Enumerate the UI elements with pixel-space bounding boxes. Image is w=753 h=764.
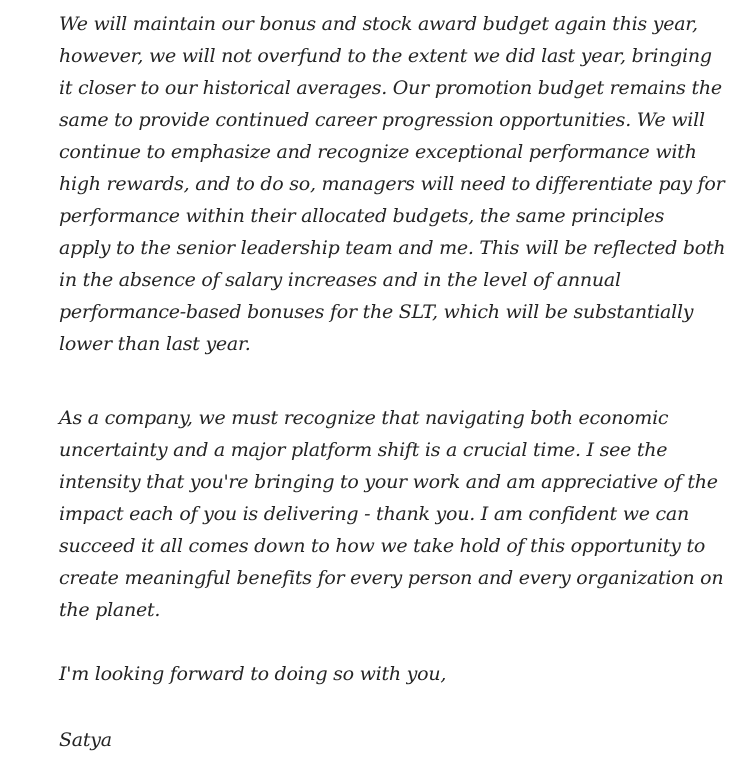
paragraph-company xyxy=(59,402,723,626)
text-line: impact each of you is delivering - thank you. I am confident we can xyxy=(59,503,689,525)
text-line: it closer to our historical averages. Our promotion budget remains the xyxy=(59,77,722,99)
text-line: succeed it all comes down to how we take hold of this opportunity to xyxy=(59,535,706,557)
text-line: however, we will not overfund to the extent we did last year, bringing xyxy=(59,45,712,67)
paragraph-compensation xyxy=(59,8,725,360)
text-line: We will maintain our bonus and stock award budget again this year, xyxy=(59,13,698,35)
text-line: in the absence of salary increases and in the level of annual xyxy=(59,269,621,291)
paragraph-closing xyxy=(59,658,446,690)
text-line: continue to emphasize and recognize exceptional performance with xyxy=(59,141,697,163)
signature-name: Satya xyxy=(59,729,112,751)
text-line: the planet. xyxy=(59,599,161,621)
text-line: uncertainty and a major platform shift is a crucial time. I see the xyxy=(59,439,668,461)
text-line: performance within their allocated budgets, the same principles xyxy=(59,205,665,227)
text-line: As a company, we must recognize that navigating both economic xyxy=(59,407,669,429)
text-line: same to provide continued career progression opportunities. We will xyxy=(59,109,705,131)
text-line: I'm looking forward to doing so with you, xyxy=(59,663,447,685)
text-line: lower than last year. xyxy=(59,333,251,355)
text-line: apply to the senior leadership team and me. This will be reflected both xyxy=(59,237,726,259)
text-line: performance-based bonuses for the SLT, which will be substantially xyxy=(59,301,694,323)
text-line: intensity that you're bringing to your work and am appreciative of the xyxy=(59,471,718,493)
signature xyxy=(59,724,112,756)
text-line: create meaningful benefits for every person and every organization on xyxy=(59,567,724,589)
text-line: high rewards, and to do so, managers will need to differentiate pay for xyxy=(59,173,725,195)
